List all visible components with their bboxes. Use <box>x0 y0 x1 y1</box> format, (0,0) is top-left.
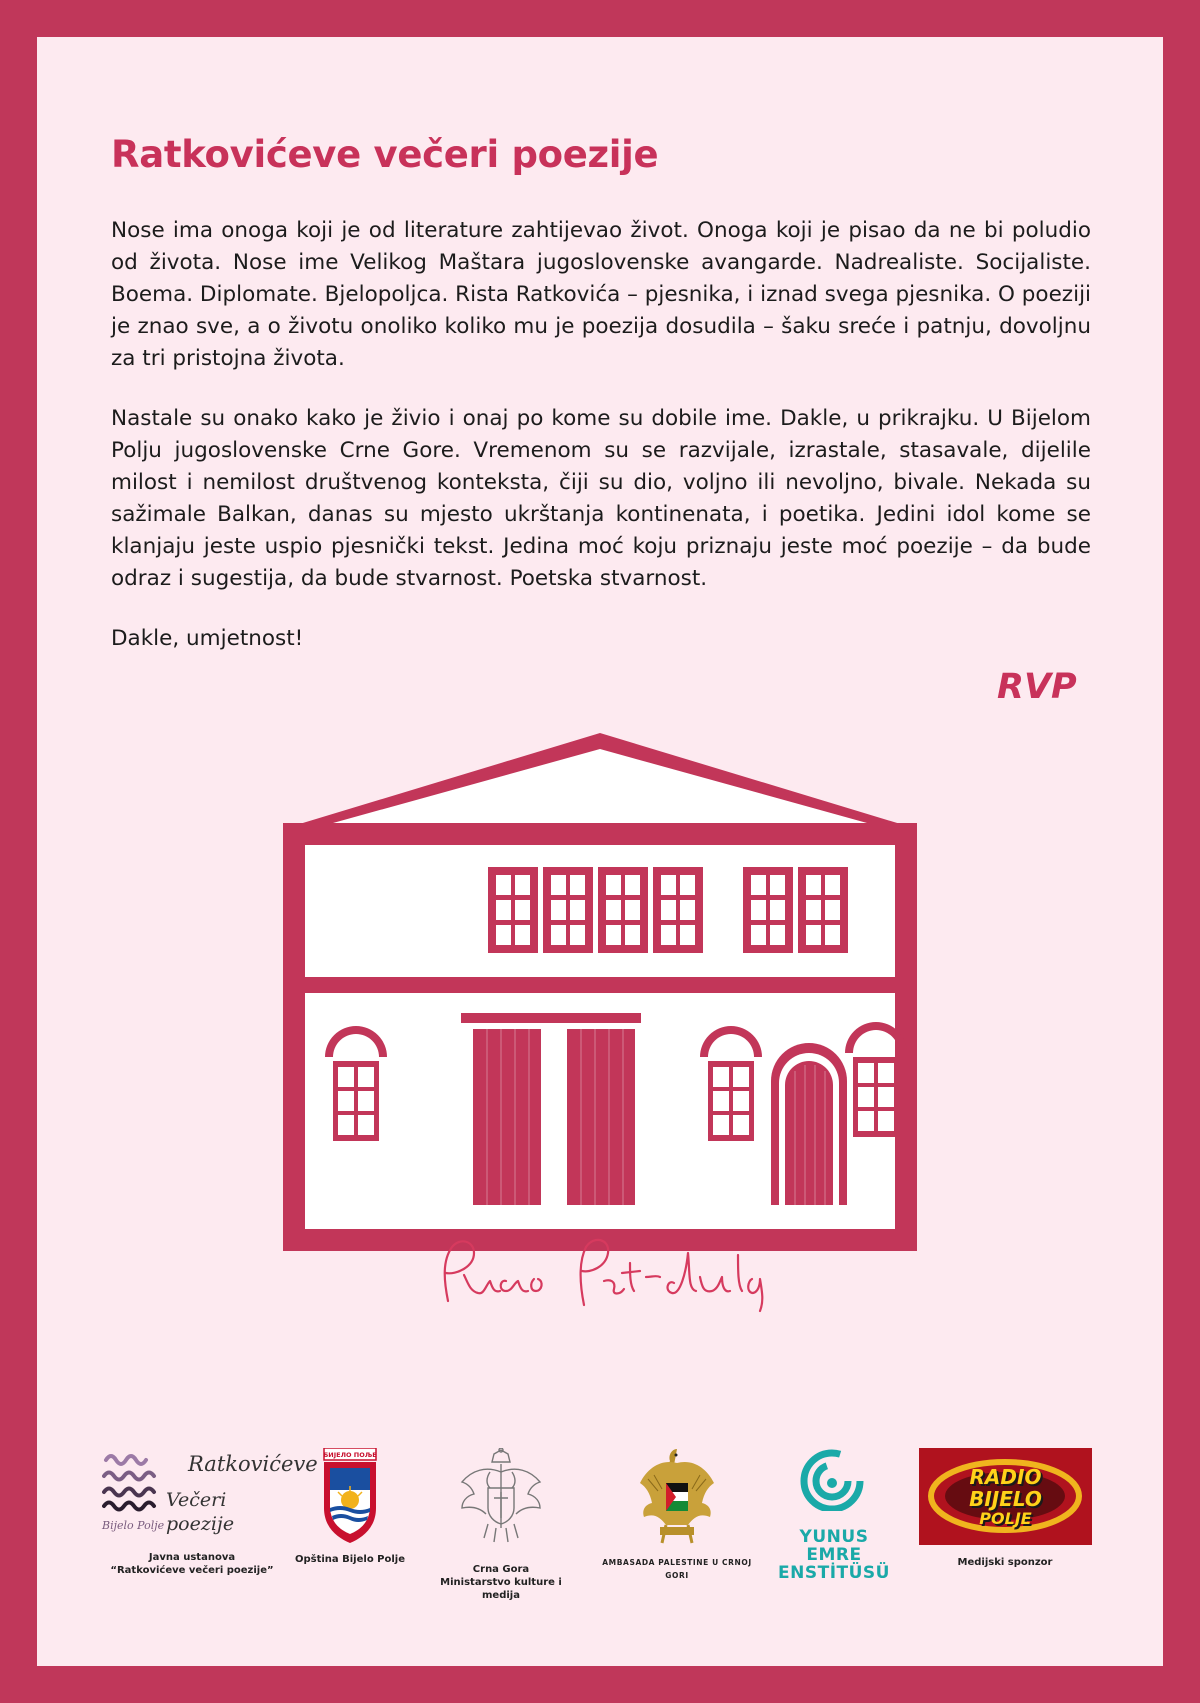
radio-line-1: RADIO <box>969 1465 1042 1489</box>
palestine-caption: AMBASADA PALESTINE U CRNOJ GORI <box>602 1558 752 1580</box>
signature-graphic <box>434 1233 814 1313</box>
radio-bijelo-polje-logo <box>919 1448 1092 1545</box>
montenegro-caption-line-1: Crna Gora <box>472 1564 530 1575</box>
montenegro-coat-of-arms-icon <box>456 1448 546 1544</box>
rvp-logo-caption <box>97 1551 287 1577</box>
rvp-caption-line-1: Javna ustanova <box>148 1552 236 1563</box>
paragraph-3: Dakle, umjetnost! <box>111 626 304 651</box>
radio-line-2: BIJELO <box>969 1487 1042 1511</box>
rvp-logo-line-1: Ratkovićeve <box>188 1452 318 1476</box>
rvp-logo-line-2: Večeri poezije <box>166 1489 235 1535</box>
yunus-emre-text <box>774 1528 894 1582</box>
rvp-logo-line-3: Bijelo Polje <box>102 1519 165 1532</box>
bijelo-polje-shield-label: БИЈЕЛО ПОЉЕ <box>323 1451 377 1459</box>
rvp-caption-line-2: “Ratkovićeve večeri poezije” <box>110 1565 274 1576</box>
yunus-emre-line-2: ENSTİTÜSÜ <box>778 1563 890 1583</box>
palestine-eagle-emblem-icon <box>638 1447 716 1547</box>
page-title: Ratkovićeve večeri poezije <box>111 133 659 176</box>
montenegro-caption-line-2: Ministarstvo kulture i medija <box>440 1577 562 1601</box>
house-illustration <box>283 731 917 1251</box>
yunus-emre-icon <box>794 1447 874 1511</box>
bijelo-polje-caption: Opština Bijelo Polje <box>294 1554 406 1565</box>
paragraph-1: Nose ima onoga koji je od literature zahtijevao život. Onoga koji je pisao da ne bi poludio od života. Nose ime Velikog Maštara jugoslovenske avangarde. Nadrealiste. Socijaliste. Boema. Diplomate. Bjelopoljca. Rista Ratkovića – pjesnika, i iznad svega pjesnika. O poeziji je znao sve, a o životu onoliko koliko mu je poezija dosudila – šaku sreće i patnju, dovoljnu za tri pristojna života. <box>111 218 1092 371</box>
radio-line-3: POLJE <box>979 1509 1032 1528</box>
radio-caption: Medijski sponzor <box>957 1557 1053 1568</box>
rvp-logo <box>102 1448 318 1535</box>
bijelo-polje-coat-of-arms-icon <box>320 1448 380 1544</box>
montenegro-caption <box>421 1563 581 1602</box>
poster-page <box>37 37 1163 1666</box>
paragraph-2: Nastale su onako kako je živio i onaj po kome su dobile ime. Dakle, u prikrajku. U Bijelom Polju jugoslovenske Crne Gore. Vremenom su se razvijale, izrastale, stasavale, dijelile milost i nemilost društvenog konteksta, čiji su dio, voljno ili nevoljno, bivale. Nekada su sažimale Balkan, danas su mjesto ukrštanja kontinenata, i poetika. Jedini idol kome se klanjaju jeste uspio pjesnički tekst. Jedina moć koju priznaju jeste moć poezije – da bude odraz i sugestija, da bude stvarnost. Poetska stvarnost. <box>111 406 1091 591</box>
rvp-waves-icon <box>102 1450 164 1514</box>
yunus-emre-line-1: YUNUS EMRE <box>799 1527 869 1565</box>
rvp-signoff: RVP <box>997 667 1077 707</box>
radio-logo-text <box>919 1466 1092 1528</box>
